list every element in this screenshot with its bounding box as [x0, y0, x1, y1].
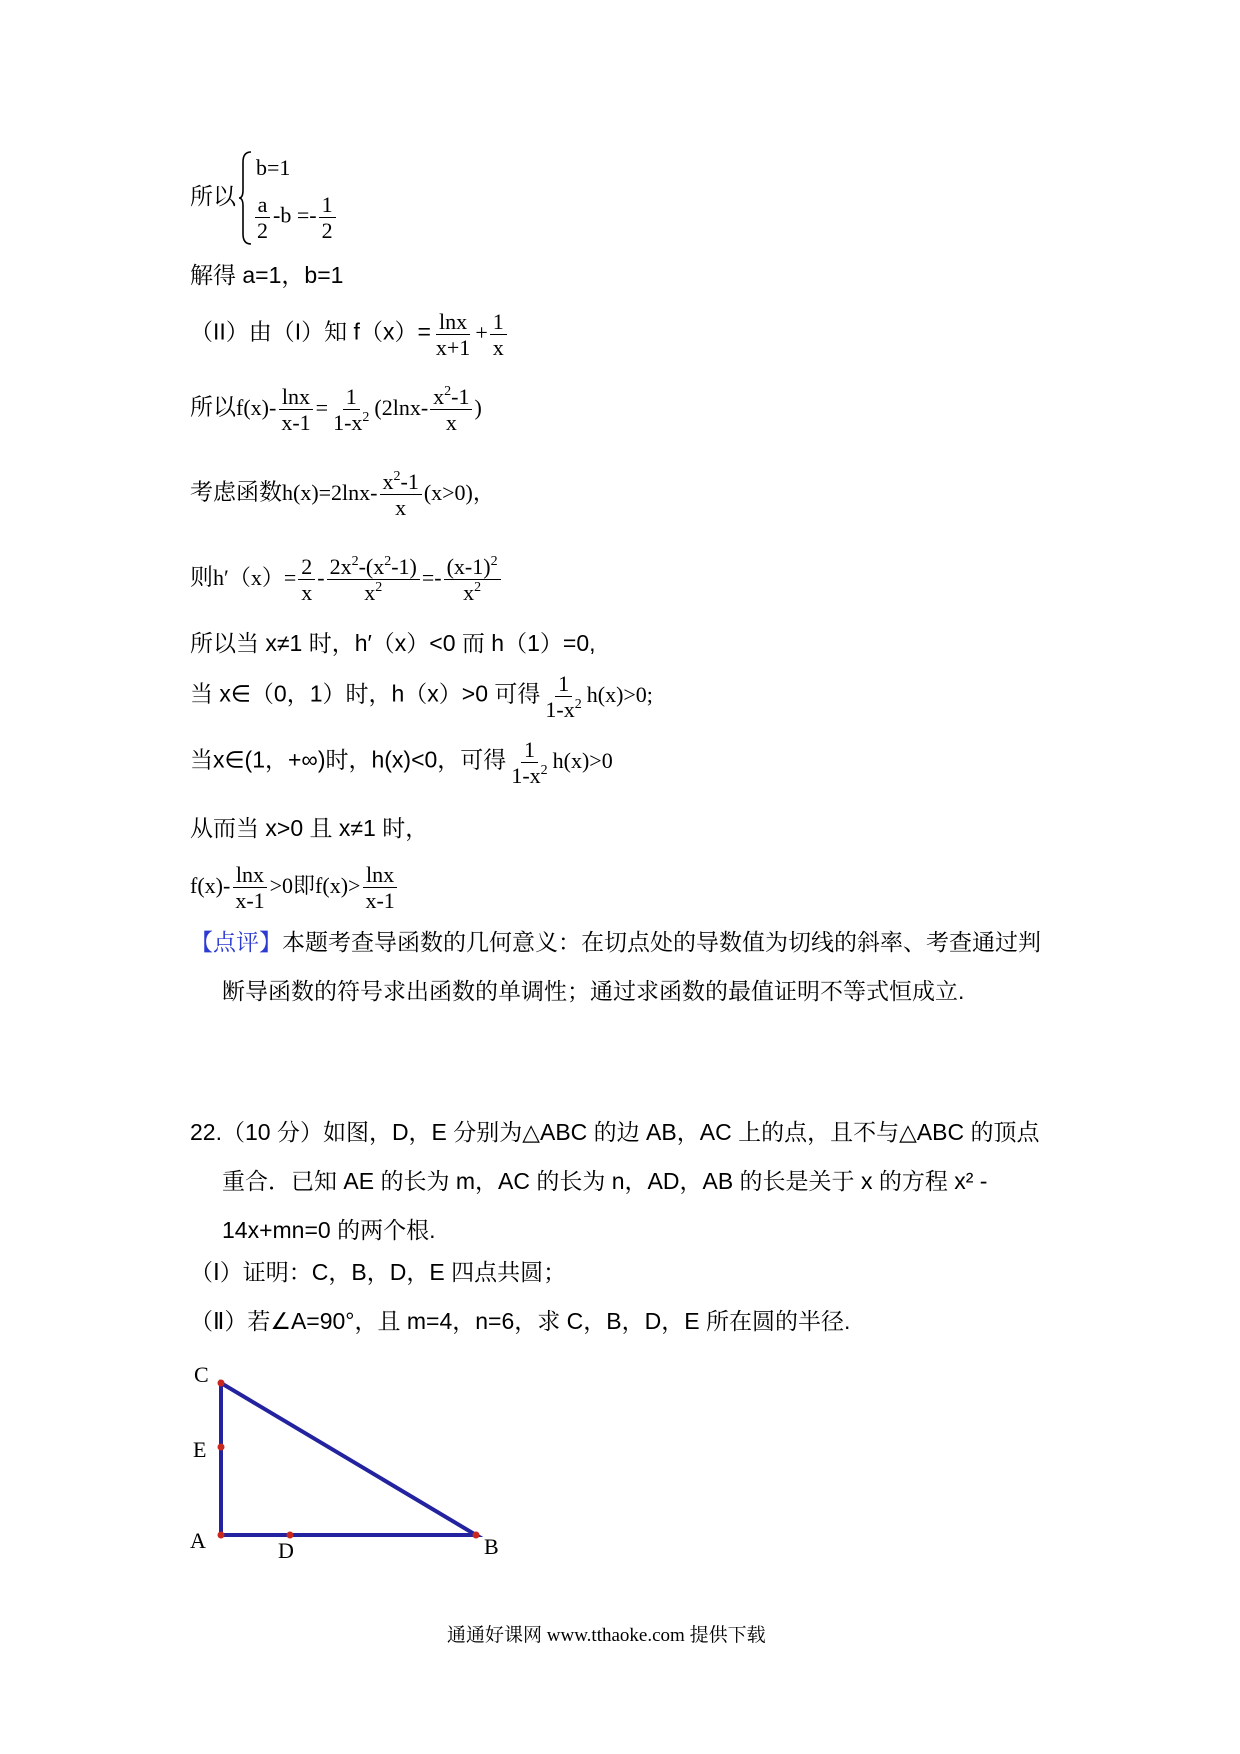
when-line-2: 当 x∈（0，1）时，h（x）>0 可得 $\frac{1}{1-x^2}$ h(x)>0;	[190, 671, 653, 723]
label-b: B	[484, 1534, 499, 1559]
identity-line: 所以f(x)- $\frac{\ln x}{x-1}$ = $\frac{1}{1-x^2}$ (2lnx- $\frac{x^2-1}{x}$ )	[190, 384, 482, 436]
label-a: A	[190, 1528, 206, 1553]
question-22-part-ii: （Ⅱ）若∠A=90°，且 m=4，n=6，求 C，B，D，E 所在圆的半径.	[190, 1308, 851, 1334]
point-c	[218, 1380, 225, 1387]
solve-line: 解得 a=1，b=1	[190, 262, 344, 288]
thus-line: 从而当 x>0 且 x≠1 时，	[190, 815, 429, 841]
label-d: D	[278, 1538, 294, 1563]
when-line-3: 当x∈(1，+∞)时，h(x)<0，可得 $\frac{1}{1-x^2}$ h(x)>0	[190, 737, 613, 789]
system-row-2: $\frac{a}{2}$ -b =- $\frac{1}{2}$	[252, 193, 338, 242]
part-ii-line: （II）由（I）知 f（x）= $\frac{\ln x}{x+1}$ + $\frac{1}{x}$	[190, 310, 509, 359]
label-e: E	[193, 1437, 207, 1462]
comment-text: 本题考查导函数的几何意义：在切点处的导数值为切线的斜率、考查通过判断导函数的符号求出函数的单调性；通过求函数的最值证明不等式恒成立.	[222, 929, 1041, 1004]
question-22: 22.（10 分）如图，D，E 分别为△ABC 的边 AB，AC 上的点，且不与△ABC 的顶点重合．已知 AE 的长为 m，AC 的长为 n，AD，AB 的长是关于 x 的方程 x² - 14x+mn=0 的两个根.	[190, 1119, 1040, 1243]
final-inequality: f(x)- $\frac{\ln x}{x-1}$ >0即f(x)> $\frac{\ln x}{x-1}$	[190, 863, 400, 912]
when-line-1: 所以当 x≠1 时，h′（x）<0 而 h（1）=0,	[190, 630, 596, 656]
triangle-abc	[221, 1383, 476, 1535]
question-22-part-i: （Ⅰ）证明：C，B，D，E 四点共圆；	[190, 1259, 567, 1285]
left-brace-icon	[238, 150, 252, 246]
h-derivative-line: 则h′（x）= $\frac{2}{x}$ - $\frac{2x^2-(x^2-1)}{x^2}$ =- $\frac{(x-1)^2}{x^2}$	[190, 555, 503, 604]
point-b	[473, 1532, 480, 1539]
comment-block	[190, 918, 1060, 1016]
page-footer: 通通好课网 www.tthaoke.com 提供下载	[447, 1625, 766, 1646]
triangle-figure	[180, 1360, 520, 1580]
system-row-1: b=1	[256, 155, 291, 180]
point-a	[218, 1532, 225, 1539]
comment-tag: 【点评】	[190, 929, 282, 955]
system-prefix: 所以	[190, 183, 236, 209]
point-e	[218, 1444, 225, 1451]
h-definition-line: 考虑函数h(x)=2lnx- $\frac{x^2-1}{x}$ (x>0)，	[190, 469, 495, 521]
label-c: C	[194, 1362, 209, 1387]
